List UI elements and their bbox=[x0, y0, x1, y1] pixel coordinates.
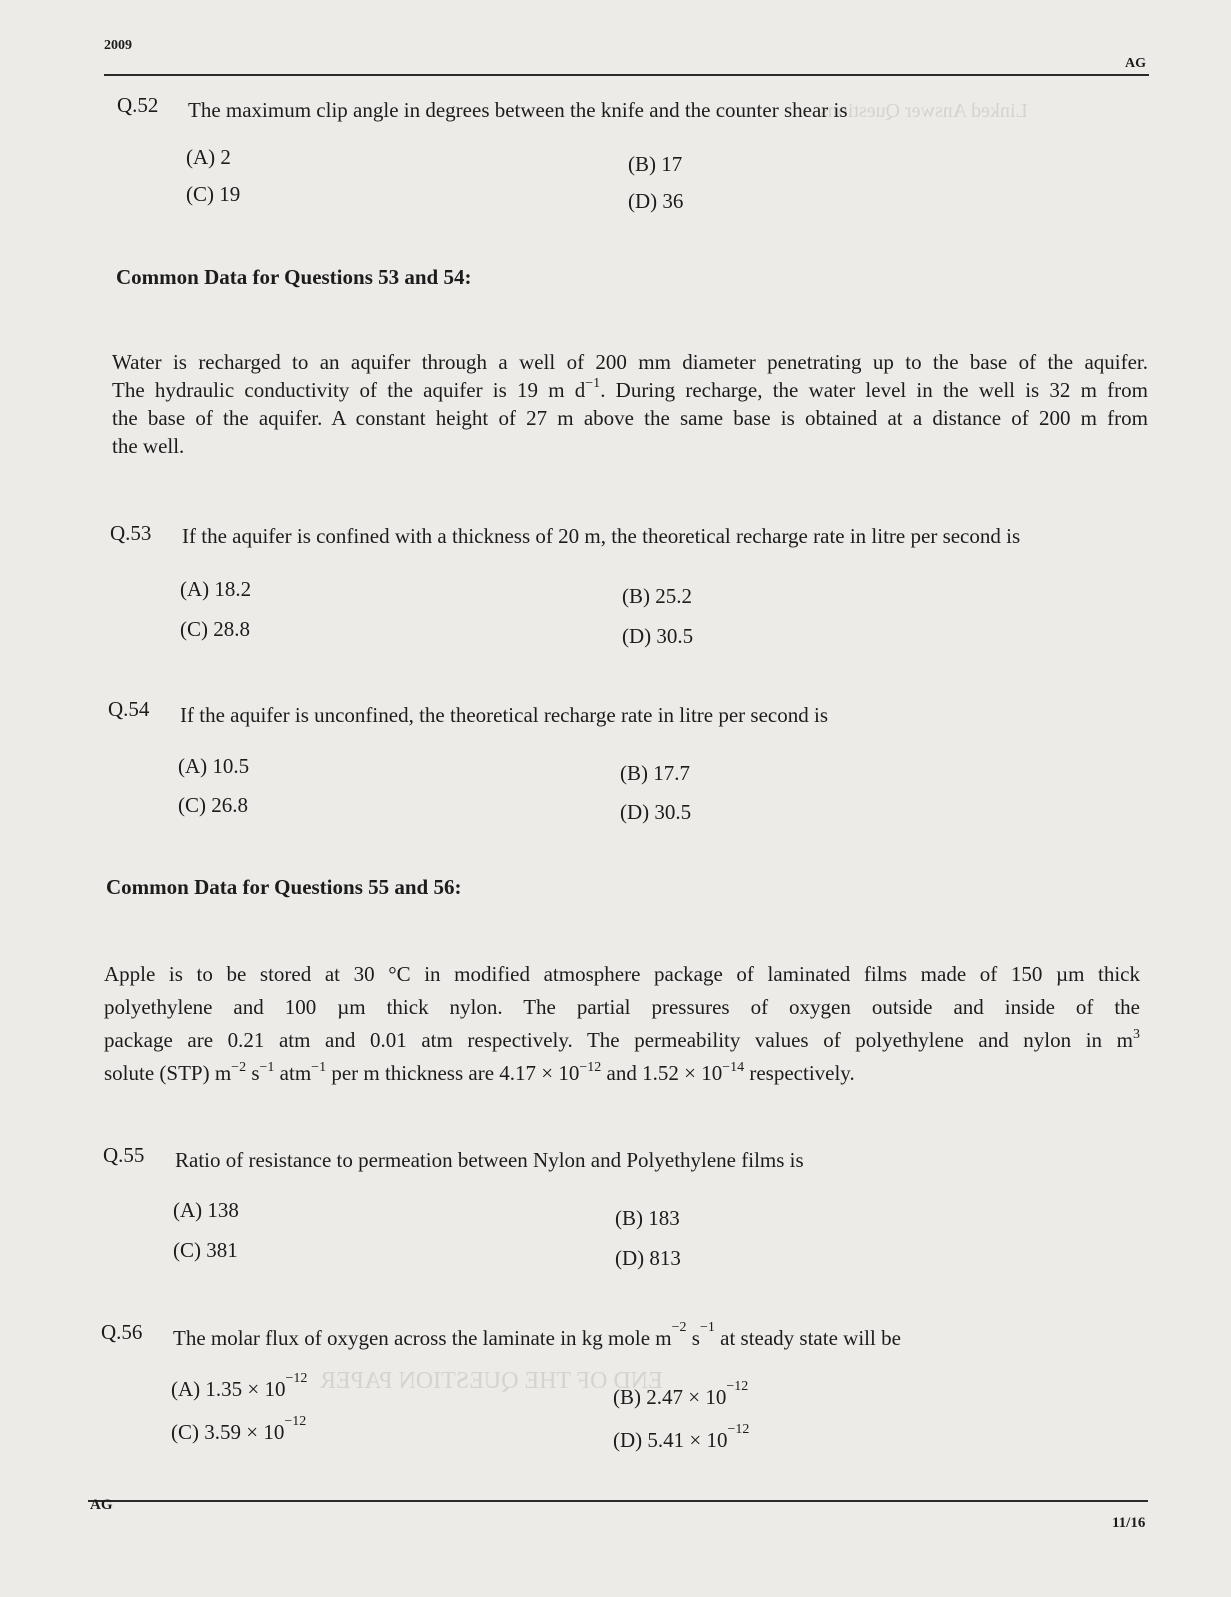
q52-text: The maximum clip angle in degrees between the knife and the counter shear is bbox=[188, 98, 848, 122]
q52-option-c[interactable]: (C) 19 bbox=[186, 182, 241, 206]
q53-option-b[interactable]: (B) 25.2 bbox=[622, 584, 692, 608]
footer-code: AG bbox=[90, 1497, 113, 1513]
q53-number: Q.53 bbox=[110, 521, 152, 545]
q56-text: The molar flux of oxygen across the laminate in kg mole $m^{-2}$ $s^{-1}$ at steady state will be bbox=[173, 1320, 901, 1350]
q54-text: If the aquifer is unconfined, the theoretical recharge rate in litre per second is bbox=[180, 703, 828, 727]
q56-option-d[interactable]: (D) $5.41 \times 10^{-12}$ bbox=[613, 1422, 750, 1452]
paragraph-line: the well. bbox=[112, 434, 185, 458]
q54-option-d[interactable]: (D) 30.5 bbox=[620, 800, 692, 824]
q55-option-c[interactable]: (C) 381 bbox=[173, 1238, 238, 1262]
header-code: AG bbox=[1125, 56, 1146, 71]
page-number: 11/16 bbox=[1112, 1515, 1146, 1531]
paragraph-line: package are 0.21 atm and 0.01 atm respectively. The permeability values of polyethylene and nylon in $m^3$ bbox=[104, 1027, 1140, 1052]
paragraph-line: polyethylene and 100 µm thick nylon. The partial pressures of oxygen outside and inside of the bbox=[104, 995, 1140, 1019]
q53-option-a[interactable]: (A) 18.2 bbox=[180, 577, 252, 601]
footer-rule bbox=[88, 1500, 1148, 1502]
q52-option-a[interactable]: (A) 2 bbox=[186, 145, 231, 169]
show-through-text: Linked Answer Questions bbox=[820, 100, 1028, 122]
q56-option-b[interactable]: (B) $2.47 \times 10^{-12}$ bbox=[613, 1379, 749, 1409]
q52-option-d[interactable]: (D) 36 bbox=[628, 189, 684, 213]
common-data-53-54-paragraph bbox=[112, 348, 1148, 460]
header-year: 2009 bbox=[104, 38, 132, 53]
q54-option-c[interactable]: (C) 26.8 bbox=[178, 793, 248, 817]
q55-option-b[interactable]: (B) 183 bbox=[615, 1206, 680, 1230]
common-data-55-56-heading: Common Data for Questions 55 and 56: bbox=[106, 875, 462, 899]
q55-number: Q.55 bbox=[103, 1143, 145, 1167]
q54-option-b[interactable]: (B) 17.7 bbox=[620, 761, 690, 785]
q55-option-a[interactable]: (A) 138 bbox=[173, 1198, 239, 1222]
q54-number: Q.54 bbox=[108, 697, 150, 721]
q53-option-c[interactable]: (C) 28.8 bbox=[180, 617, 250, 641]
q54-option-a[interactable]: (A) 10.5 bbox=[178, 754, 250, 778]
q53-text: If the aquifer is confined with a thickness of 20 m, the theoretical recharge rate in litre per second is bbox=[182, 524, 1021, 548]
paragraph-line: Water is recharged to an aquifer through a well of 200 mm diameter penetrating up to the base of the aquifer. bbox=[112, 350, 1148, 374]
q52-option-b[interactable]: (B) 17 bbox=[628, 152, 683, 176]
paragraph-line: solute (STP) $m^{-2}$ $s^{-1}$ atm$^{-1}$ per m thickness are $4.17 \times 10^{-12}$ and $1.52 \times 10^{-14}$ respectively. bbox=[104, 1060, 855, 1085]
q55-text: Ratio of resistance to permeation between Nylon and Polyethylene films is bbox=[175, 1148, 804, 1172]
q53-option-d[interactable]: (D) 30.5 bbox=[622, 624, 694, 648]
q56-option-c[interactable]: (C) $3.59 \times 10^{-12}$ bbox=[171, 1414, 307, 1444]
q55-option-d[interactable]: (D) 813 bbox=[615, 1246, 681, 1270]
common-data-55-56-paragraph bbox=[104, 958, 1140, 1090]
q56-number: Q.56 bbox=[101, 1320, 143, 1344]
paragraph-line: The hydraulic conductivity of the aquifer is 19 m $d^{-1}$. During recharge, the water level in the well is 32 m from bbox=[112, 376, 1148, 402]
header-rule bbox=[104, 74, 1149, 76]
q56-option-a[interactable]: (A) $1.35 \times 10^{-12}$ bbox=[171, 1371, 308, 1401]
common-data-53-54-heading: Common Data for Questions 53 and 54: bbox=[116, 265, 472, 289]
paragraph-line: the base of the aquifer. A constant height of 27 m above the same base is obtained at a distance of 200 m from bbox=[112, 406, 1148, 430]
show-through-text: END OF THE QUESTION PAPER bbox=[320, 1368, 663, 1394]
q52-number: Q.52 bbox=[117, 93, 159, 117]
paragraph-line: Apple is to be stored at 30 °C in modified atmosphere package of laminated films made of 150 µm thick bbox=[104, 962, 1140, 986]
